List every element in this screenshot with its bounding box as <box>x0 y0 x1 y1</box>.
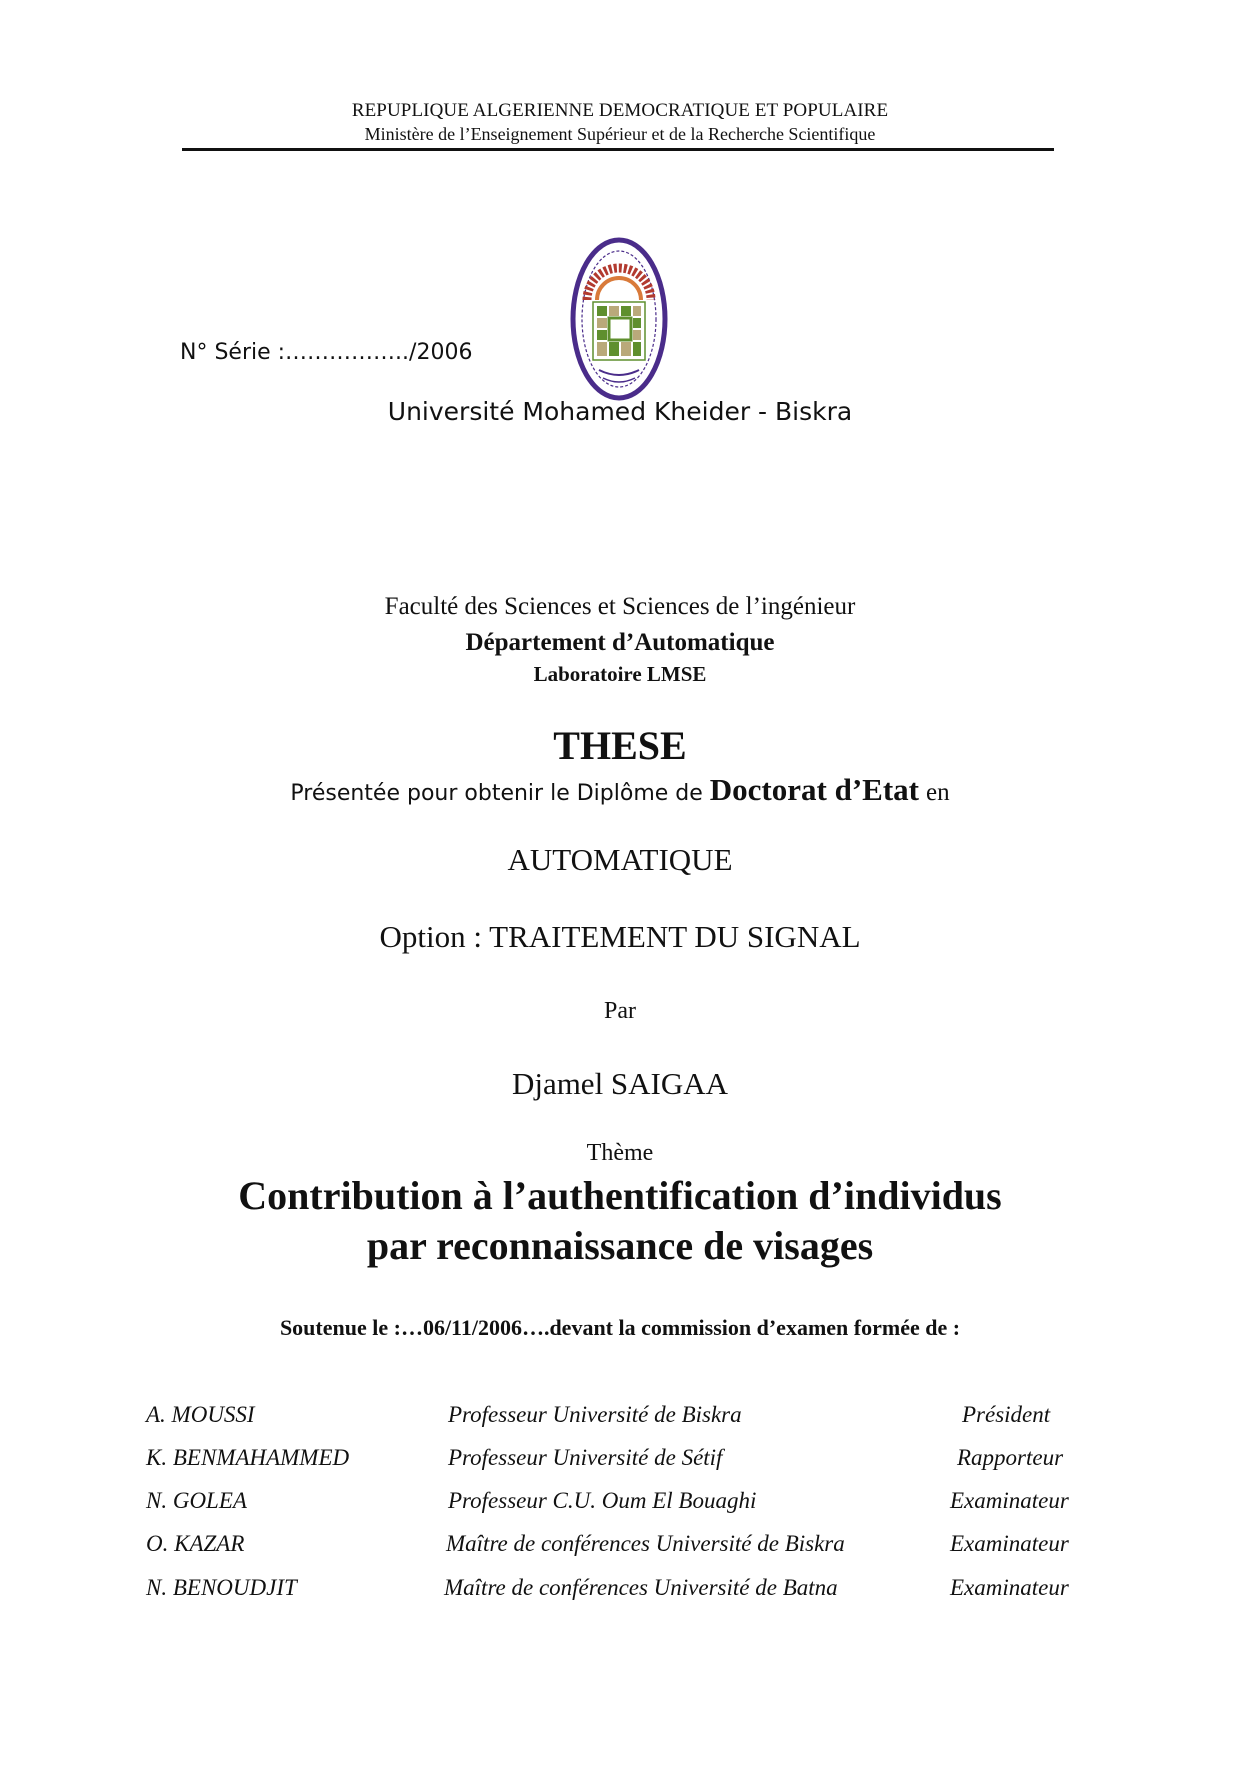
jury-member-name: A. MOUSSI <box>146 1402 255 1427</box>
diploma-name: Doctorat d’Etat <box>709 772 919 807</box>
ministry-header: Ministère de l’Enseignement Supérieur et de la Recherche Scientifique <box>364 124 876 144</box>
jury-member-role: Rapporteur <box>957 1445 1064 1470</box>
university-seal-icon <box>569 236 669 402</box>
degree-line <box>0 772 1240 808</box>
jury-member-role: Examinateur <box>950 1531 1069 1556</box>
option-name: Option : TRAITEMENT DU SIGNAL <box>379 919 861 954</box>
jury-member-name: O. KAZAR <box>146 1531 245 1556</box>
jury-row <box>0 1531 1240 1565</box>
by-label: Par <box>604 998 636 1024</box>
serial-number: N° Série :……………../2006 <box>180 340 473 365</box>
header-divider <box>182 148 1054 151</box>
republic-header: REPUPLIQUE ALGERIENNE DEMOCRATIQUE ET POPULAIRE <box>351 100 889 121</box>
jury-member-title: Professeur Université de Biskra <box>448 1402 742 1427</box>
jury-row <box>0 1402 1240 1436</box>
degree-prefix: Présentée pour obtenir le Diplôme de <box>290 781 703 806</box>
department-name: Département d’Automatique <box>465 629 775 656</box>
theme-label: Thème <box>586 1140 654 1166</box>
faculty-name: Faculté des Sciences et Sciences de l’ingénieur <box>384 593 856 620</box>
jury-row <box>0 1488 1240 1522</box>
jury-member-title: Maître de conférences Université de Batna <box>444 1575 838 1600</box>
author-name: Djamel SAIGAA <box>511 1066 729 1101</box>
defense-statement: Soutenue le :…06/11/2006….devant la commission d’examen formée de : <box>279 1315 961 1340</box>
jury-member-role: Examinateur <box>950 1488 1069 1513</box>
jury-member-name: N. BENOUDJIT <box>146 1575 297 1600</box>
field-name: AUTOMATIQUE <box>507 842 733 877</box>
jury-row <box>0 1575 1240 1609</box>
jury-member-name: N. GOLEA <box>146 1488 247 1513</box>
degree-suffix: en <box>925 779 950 806</box>
laboratory-name: Laboratoire LMSE <box>533 662 707 686</box>
jury-row <box>0 1445 1240 1479</box>
university-name: Université Mohamed Kheider - Biskra <box>387 397 853 426</box>
jury-member-title: Professeur Université de Sétif <box>448 1445 723 1470</box>
jury-member-role: Examinateur <box>950 1575 1069 1600</box>
jury-member-role: Président <box>962 1402 1051 1427</box>
thesis-title-line-1: Contribution à l’authentification d’individus <box>238 1173 1002 1218</box>
jury-member-title: Maître de conférences Université de Biskra <box>446 1531 845 1556</box>
document-type: THESE <box>553 723 687 768</box>
jury-member-name: K. BENMAHAMMED <box>146 1445 350 1470</box>
thesis-title-line-2: par reconnaissance de visages <box>366 1223 874 1268</box>
jury-member-title: Professeur C.U. Oum El Bouaghi <box>448 1488 757 1513</box>
